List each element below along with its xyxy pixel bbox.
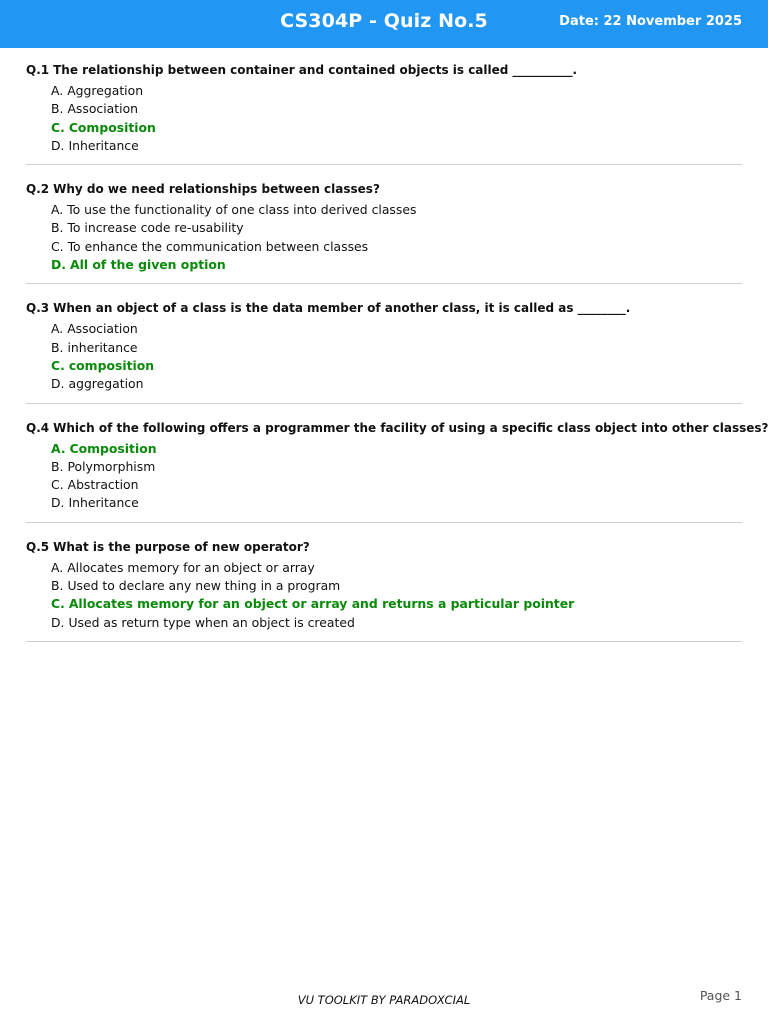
option-b [26, 577, 742, 595]
option-b [26, 219, 742, 237]
option-letter: A. [51, 83, 64, 98]
option-letter: D. [51, 137, 65, 153]
question-text [26, 300, 742, 317]
question-1 [26, 62, 742, 165]
option-text: Aggregation [67, 83, 144, 98]
option-d [26, 137, 742, 155]
page-number: Page 1 [699, 988, 742, 1003]
question-number: Q.5 [26, 539, 50, 554]
option-letter: A. [51, 440, 66, 456]
question-2 [26, 181, 742, 284]
option-a [26, 82, 742, 100]
question-body: Why do we need relationships between classes? [53, 182, 380, 197]
option-text: aggregation [68, 376, 144, 392]
footer-credit: VU TOOLKIT BY PARADOXCIAL [297, 993, 471, 1007]
option-text: Allocates memory for an object or array [67, 559, 315, 575]
question-body: Which of the following offers a programmer the facility of using a specific class object into other classes? [53, 420, 768, 435]
option-text: Composition [69, 440, 157, 456]
option-b [26, 458, 742, 476]
option-a [26, 559, 742, 577]
option-d [26, 494, 742, 512]
option-b [26, 339, 742, 357]
question-body: When an object of a class is the data member of another class, it is called as ________. [53, 301, 631, 316]
option-text: Association [67, 321, 138, 337]
option-letter: C. [51, 596, 65, 612]
option-letter: D. [51, 257, 66, 273]
option-letter: D. [51, 614, 65, 630]
option-c [26, 476, 742, 494]
option-c [26, 357, 742, 375]
option-text: To use the functionality of one class into derived classes [67, 202, 417, 218]
option-letter: D. [51, 495, 65, 511]
question-number: Q.1 [26, 63, 50, 77]
option-text: To increase code re-usability [67, 220, 244, 236]
question-list [26, 62, 768, 658]
option-text: Polymorphism [67, 458, 156, 474]
option-b [26, 100, 742, 118]
option-a [26, 320, 742, 338]
option-letter: B. [51, 578, 64, 594]
question-text [26, 62, 742, 79]
option-text: To enhance the communication between classes [67, 238, 369, 254]
option-text: Used as return type when an object is created [68, 614, 355, 630]
option-d [26, 375, 742, 393]
option-letter: B. [51, 339, 64, 355]
option-letter: C. [51, 119, 65, 135]
option-letter: B. [51, 220, 64, 236]
option-text: Used to declare any new thing in a program [67, 578, 341, 594]
option-text: Association [67, 101, 139, 117]
option-letter: A. [51, 559, 64, 575]
option-a [26, 440, 742, 458]
option-letter: A. [51, 321, 64, 337]
option-text: Inheritance [68, 137, 139, 153]
option-c [26, 595, 742, 613]
question-4 [26, 420, 768, 523]
option-text: Composition [68, 119, 156, 135]
option-text: inheritance [67, 339, 138, 355]
option-c [26, 119, 742, 137]
question-number: Q.2 [26, 182, 50, 197]
option-letter: C. [51, 238, 64, 254]
option-letter: D. [51, 376, 65, 392]
option-text: All of the given option [70, 257, 226, 273]
option-text: Allocates memory for an object or array and returns a particular pointer [68, 596, 575, 612]
question-body: The relationship between container and contained objects is called __________. [53, 63, 578, 77]
question-body: What is the purpose of new operator? [53, 539, 310, 554]
option-letter: B. [51, 101, 64, 117]
option-letter: B. [51, 458, 64, 474]
quiz-date: Date: 22 November 2025 [559, 14, 742, 29]
question-5 [26, 539, 742, 642]
question-text [26, 539, 742, 556]
option-d [26, 256, 742, 274]
question-text [26, 181, 742, 198]
question-number: Q.4 [26, 420, 50, 435]
quiz-title: CS304P - Quiz No.5 [280, 10, 488, 32]
page-header [0, 0, 768, 48]
option-text: Inheritance [68, 495, 139, 511]
option-letter: C. [51, 357, 65, 373]
option-c [26, 238, 742, 256]
option-a [26, 201, 742, 219]
option-letter: A. [51, 202, 64, 218]
question-number: Q.3 [26, 301, 50, 316]
question-text [26, 420, 768, 437]
option-text: Abstraction [67, 477, 139, 493]
question-3 [26, 300, 742, 403]
option-d [26, 614, 742, 632]
option-text: composition [68, 357, 155, 373]
option-letter: C. [51, 477, 64, 493]
